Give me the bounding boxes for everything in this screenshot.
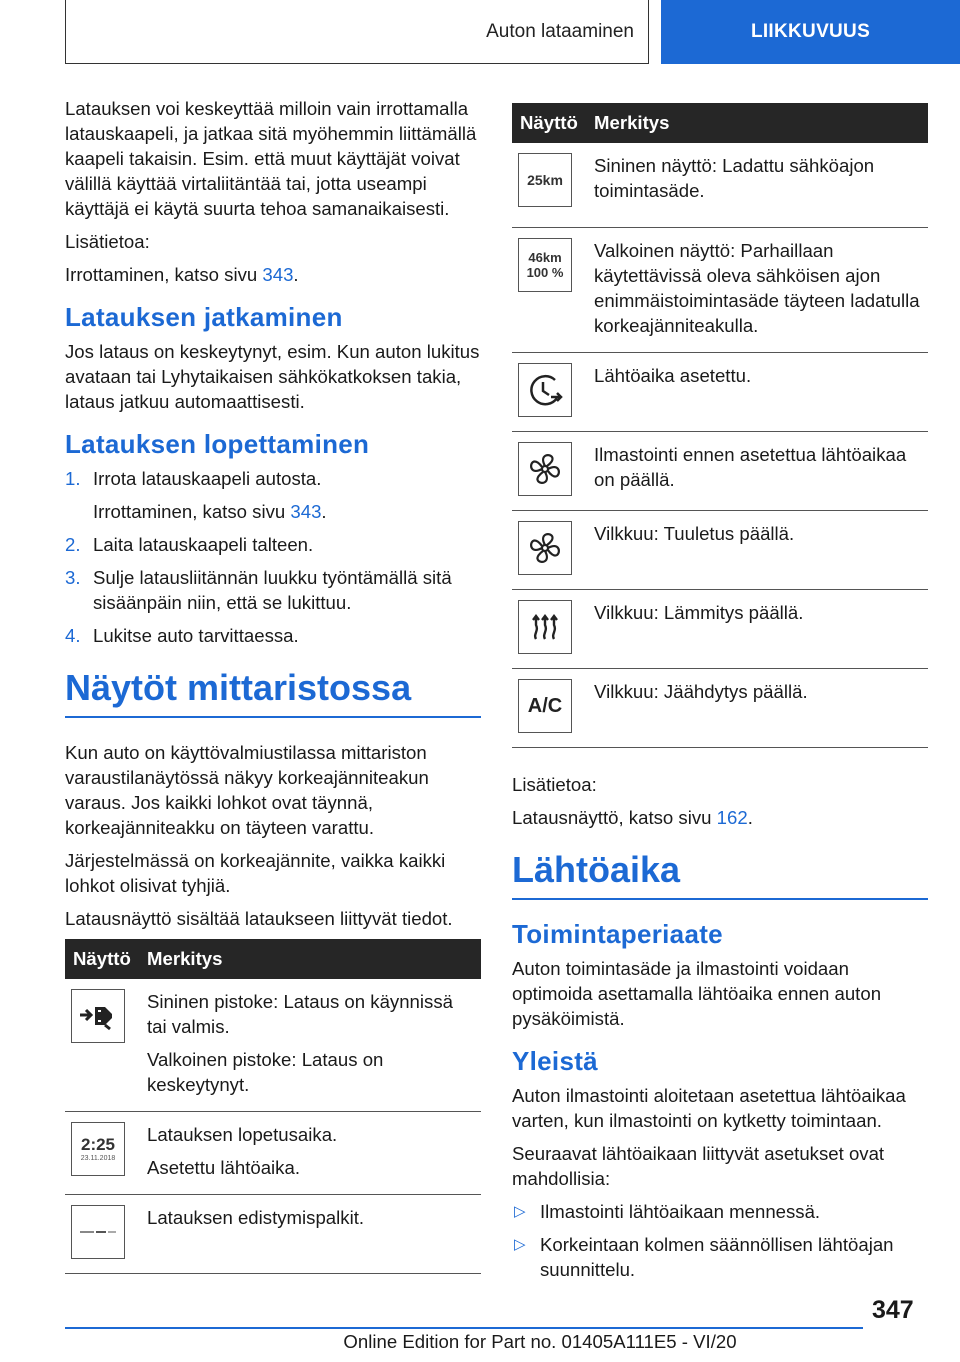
heading-instrument-displays: Näytöt mittaristossa bbox=[65, 666, 481, 718]
heading-resume-charging: Latauksen jatkaminen bbox=[65, 302, 343, 332]
section-title: Auton lataaminen bbox=[486, 20, 634, 42]
page-link[interactable]: 343 bbox=[290, 501, 322, 522]
table-row bbox=[512, 353, 928, 432]
fan-icon bbox=[518, 442, 572, 496]
triangle-bullet-icon: ▷ bbox=[514, 1236, 526, 1253]
column-header-meaning: Merkitys bbox=[139, 939, 481, 979]
general-paragraph-1: Auton ilmastointi aloitetaan asetettua lähtöaikaa varten, kun ilmastointi on kytketty toimintaan. bbox=[512, 1085, 906, 1131]
step-number: 4. bbox=[65, 625, 81, 646]
icon-range-text: 46km bbox=[528, 250, 562, 265]
step-number: 1. bbox=[65, 468, 81, 489]
chapter-tab[interactable] bbox=[661, 0, 960, 64]
stop-steps-list bbox=[65, 466, 481, 648]
right-column bbox=[512, 103, 928, 1290]
meaning-text: Valkoinen pistoke: Lataus on keskeytynyt. bbox=[147, 1049, 384, 1095]
step-text: Laita latauskaapeli talteen. bbox=[93, 534, 314, 555]
reference-end: . bbox=[293, 264, 299, 285]
settings-list bbox=[512, 1199, 928, 1282]
icon-range-text: 25km bbox=[527, 171, 563, 188]
chapter-title: LIIKKUVUUS bbox=[750, 21, 871, 42]
section-header bbox=[65, 0, 649, 64]
table-header-row bbox=[512, 103, 928, 143]
list-item-text: Korkeintaan kolmen säännöllisen lähtöajan suunnittelu. bbox=[540, 1234, 894, 1280]
table-row bbox=[512, 143, 928, 228]
edition-text: Online Edition for Part no. 01405A111E5 - VI/20 bbox=[343, 1331, 737, 1352]
table-row bbox=[65, 979, 481, 1112]
meaning-text: Vilkkuu: Tuuletus päällä. bbox=[594, 523, 795, 544]
step-text: Sulje latausliitännän luukku työntämällä sitä sisäänpäin niin, että se lukittuu. bbox=[93, 567, 452, 613]
resume-paragraph: Jos lataus on keskeytynyt, esim. Kun auton lukitus avataan tai Lyhytaikaisen sähkökatkoksen takia, lataus jatkuu automaattisesti. bbox=[65, 341, 480, 412]
display-paragraph-3: Latausnäyttö sisältää lataukseen liittyvät tiedot. bbox=[65, 908, 453, 929]
column-header-display: Näyttö bbox=[65, 939, 139, 979]
list-item bbox=[65, 466, 481, 524]
page-number: 347 bbox=[872, 1296, 914, 1324]
icon-percent-text: 100 % bbox=[526, 265, 564, 280]
meaning-text: Asetettu lähtöaika. bbox=[147, 1157, 300, 1178]
table-row bbox=[512, 511, 928, 590]
cross-reference bbox=[512, 805, 928, 830]
fan-icon bbox=[518, 521, 572, 575]
intro-paragraph: Latauksen voi keskeyttää milloin vain irrottamalla latauskaapeli, ja jatkaa sitä myöhemmin liittämällä kaapeli takaisin. Esim. että muut käyttäjät voivat välillä käyttää virtaliitäntää tai, jotta useampi käyttäjä ei käytä suurta tehoa samanaikaisesti. bbox=[65, 98, 477, 219]
table-row bbox=[512, 590, 928, 669]
reference-end: . bbox=[321, 501, 327, 522]
step-text: Irrota latauskaapeli autosta. bbox=[93, 468, 322, 489]
charging-plug-icon bbox=[71, 989, 125, 1043]
meaning-text: Vilkkuu: Lämmitys päällä. bbox=[594, 602, 804, 623]
footer-divider bbox=[65, 1327, 863, 1329]
column-header-meaning: Merkitys bbox=[586, 103, 928, 143]
display-paragraph-2: Järjestelmässä on korkeajännite, vaikka kaikki lohkot olisivat tyhjiä. bbox=[65, 850, 446, 896]
heading-general: Yleistä bbox=[512, 1046, 598, 1076]
list-item bbox=[65, 565, 481, 615]
icon-ac-text: A/C bbox=[527, 694, 563, 717]
meaning-text: Valkoinen näyttö: Parhaillaan käytettävissä oleva sähköisen ajon enimmäistoimintasäde täyteen ladatulla korkeajänniteakulla. bbox=[594, 240, 920, 336]
cross-reference bbox=[65, 262, 481, 287]
step-number: 3. bbox=[65, 567, 81, 588]
meaning-text: Sininen pistoke: Lataus on käynnissä tai valmis. bbox=[147, 991, 453, 1037]
step-reference bbox=[93, 499, 481, 524]
table-row bbox=[65, 1112, 481, 1195]
reference-text: Irrottaminen, katso sivu bbox=[93, 501, 291, 522]
charging-display-table bbox=[65, 939, 481, 1274]
list-item-text: Ilmastointi lähtöaikaan mennessä. bbox=[540, 1201, 821, 1222]
general-paragraph-2: Seuraavat lähtöaikaan liittyvät asetukset ovat mahdollisia: bbox=[512, 1143, 885, 1189]
range-percent-icon bbox=[518, 238, 572, 292]
reference-end: . bbox=[747, 807, 753, 828]
step-number: 2. bbox=[65, 534, 81, 555]
left-column bbox=[65, 96, 481, 1282]
table-row bbox=[512, 432, 928, 511]
display-paragraph-1: Kun auto on käyttövalmiustilassa mittariston varaustilanäytössä näkyy korkeajänniteakun varaus. Jos kaikki lohkot ovat täynnä, korkeajänniteakku on täyteen varattu. bbox=[65, 742, 429, 838]
column-header-display: Näyttö bbox=[512, 103, 586, 143]
departure-clock-icon bbox=[518, 363, 572, 417]
table-row bbox=[65, 1195, 481, 1274]
meaning-text: Latauksen edistymispalkit. bbox=[147, 1207, 365, 1228]
reference-text: Irrottaminen, katso sivu bbox=[65, 264, 263, 285]
triangle-bullet-icon: ▷ bbox=[514, 1203, 526, 1220]
end-time-icon bbox=[71, 1122, 125, 1176]
page-link[interactable]: 162 bbox=[716, 807, 748, 828]
list-item bbox=[512, 1232, 928, 1282]
range-km-icon bbox=[518, 153, 572, 207]
list-item bbox=[65, 623, 481, 648]
reference-text: Latausnäyttö, katso sivu bbox=[512, 807, 717, 828]
heading-principle: Toimintaperiaate bbox=[512, 919, 723, 949]
table-row bbox=[512, 228, 928, 353]
list-item bbox=[512, 1199, 928, 1224]
icon-time-text: 2:25 bbox=[80, 1134, 116, 1154]
icon-date-text: 23.11.2018 bbox=[80, 1154, 116, 1162]
progress-bar-icon bbox=[71, 1205, 125, 1259]
table-row bbox=[512, 669, 928, 748]
heating-icon bbox=[518, 600, 572, 654]
ac-icon bbox=[518, 679, 572, 733]
meaning-text: Lähtöaika asetettu. bbox=[594, 365, 752, 386]
list-item bbox=[65, 532, 481, 557]
heading-stop-charging: Latauksen lopettaminen bbox=[65, 429, 370, 459]
step-text: Lukitse auto tarvittaessa. bbox=[93, 625, 299, 646]
range-display-table bbox=[512, 103, 928, 748]
table-header-row bbox=[65, 939, 481, 979]
meaning-text: Latauksen lopetusaika. bbox=[147, 1124, 338, 1145]
heading-departure-time: Lähtöaika bbox=[512, 848, 928, 900]
meaning-text: Ilmastointi ennen asetettua lähtöaikaa on päällä. bbox=[594, 444, 907, 490]
meaning-text: Vilkkuu: Jäähdytys päällä. bbox=[594, 681, 808, 702]
principle-paragraph: Auton toimintasäde ja ilmastointi voidaan optimoida asettamalla lähtöaika ennen auton pysäköimistä. bbox=[512, 958, 882, 1029]
more-info-label: Lisätietoa: bbox=[65, 231, 150, 252]
page-link[interactable]: 343 bbox=[262, 264, 294, 285]
more-info-label: Lisätietoa: bbox=[512, 774, 597, 795]
meaning-text: Sininen näyttö: Ladattu sähköajon toimintasäde. bbox=[594, 155, 875, 201]
